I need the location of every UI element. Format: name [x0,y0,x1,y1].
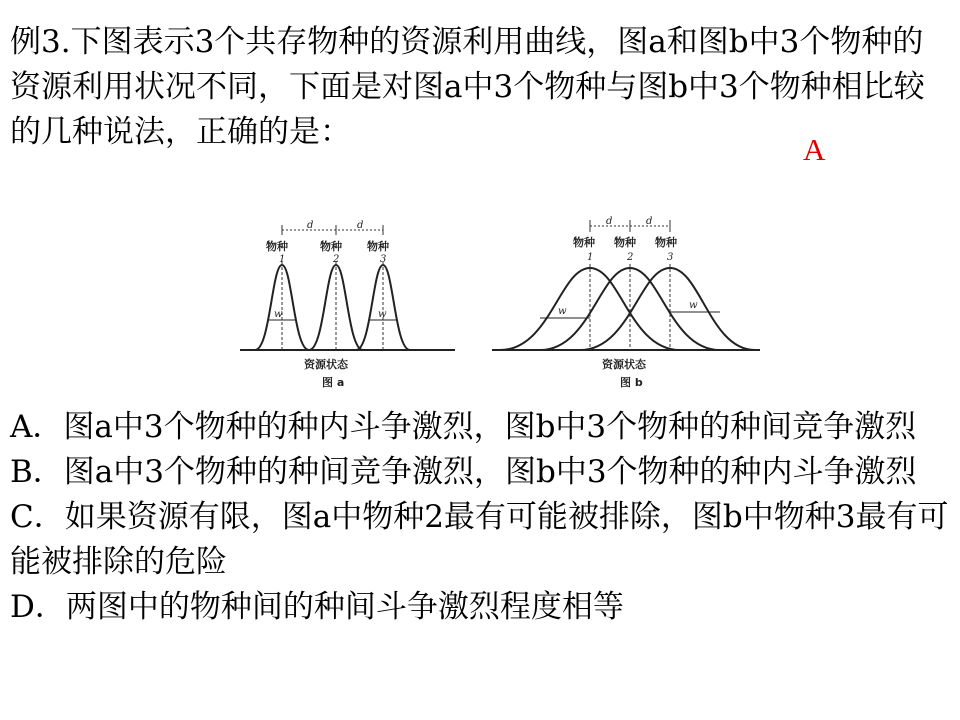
panel-a-species-number-3: 3 [380,254,387,265]
panel-b-w-label-1: w [558,306,567,317]
panel-a-species-label-2: 物种 [320,240,342,253]
panel-b-d-label-1: d [606,216,613,227]
panel-a-species-number-2: 2 [333,254,340,265]
panel-a-species-number-1: 1 [279,254,286,265]
option-c: C．如果资源有限，图a中物种2最有可能被排除，图b中物种3最有可能被排除的危险 [10,499,949,580]
resource-utilization-figure [230,200,770,402]
panel-a-caption: 图 a [322,376,345,389]
answer-mark: A [803,132,826,167]
option-d: D．两图中的物种间的种间斗争激烈程度相等 [10,589,624,625]
panel-b-caption: 图 b [620,376,643,389]
panel-b-species-label-1: 物种 [573,236,595,249]
options-list [10,405,950,630]
panel-b-species-label-2: 物种 [614,236,636,249]
panel-b-species-label-3: 物种 [655,236,677,249]
panel-b-species-number-1: 1 [587,252,594,263]
option-b: B．图a中3个物种的种间竞争激烈，图b中3个物种的种内斗争激烈 [10,454,917,490]
panel-a-species-label-1: 物种 [266,240,288,253]
panel-a-w-label: w [274,309,283,320]
panel-a-d-label-1: d [307,220,314,231]
panel-a-species-label-3: 物种 [367,240,389,253]
option-a: A．图a中3个物种的种内斗争激烈，图b中3个物种的种间竞争激烈 [10,409,917,445]
panel-b-species-number-2: 2 [627,252,634,263]
panel-a-w-label-2: w [378,309,387,320]
panel-b-d-label-2: d [646,216,653,227]
panel-a-d-label-2: d [357,220,364,231]
panel-b-axis-label: 资源状态 [602,358,646,371]
question-text: 例3.下图表示3个共存物种的资源利用曲线，图a和图b中3个物种的资源利用状况不同，下面是对图a中3个物种与图b中3个物种相比较的几种说法，正确的是： [10,24,925,150]
panel-b-w-label-2: w [689,300,698,311]
panel-b-species-number-3: 3 [667,252,674,263]
panel-a-axis-label: 资源状态 [304,358,348,371]
